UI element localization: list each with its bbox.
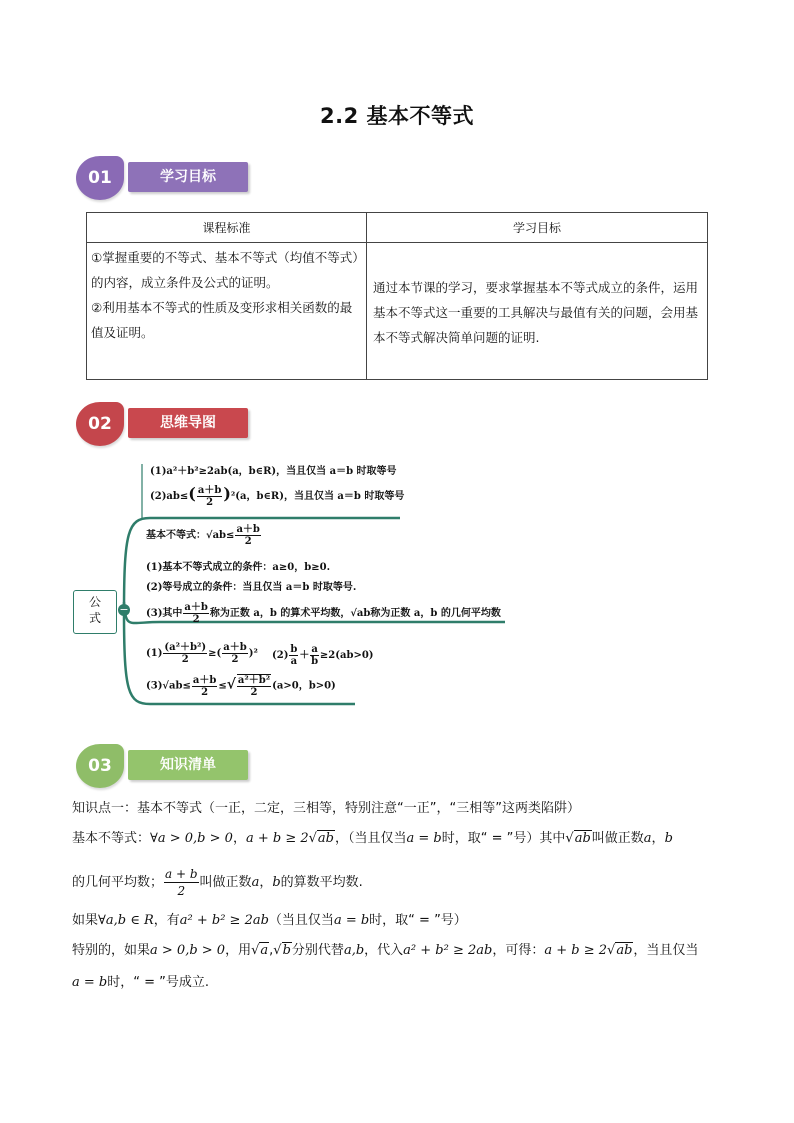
section-header-goals xyxy=(76,156,276,204)
section-label: 思维导图 xyxy=(128,408,248,438)
mind-map-root-node[interactable]: 公式 xyxy=(73,590,117,634)
section-label: 知识清单 xyxy=(128,750,248,780)
knowledge-point-title: 知识点一：基本不等式（一正，二定，三相等，特别注意“一正”，“三相等”这两类陷阱） xyxy=(72,801,580,816)
standard-item: ①掌握重要的不等式、基本不等式（均值不等式）的内容，成立条件及公式的证明。 xyxy=(91,250,359,290)
derived-3: (3)√ab≤ $\frac{a+b}{2}$ ≤√ $\frac{\text{a²＋b²}}{2}$ (a>0，b>0) xyxy=(146,674,336,698)
collapse-toggle-icon[interactable]: − xyxy=(119,603,129,616)
condition-3: (3)其中 $\frac{a+b}{2}$ 称为正数 a，b 的算术平均数，√ab称为正数 a，b 的几何平均数 xyxy=(146,602,501,625)
goals-table xyxy=(86,212,708,380)
formula-2: (2)ab≤( $\frac{a+b}{2}$ )²(a，b∈R)，当且仅当 a＝b 时取等号 xyxy=(150,484,405,508)
knowledge-line-means: 的几何平均数； $\frac{a + b}{2}$ 叫做正数a，b的算数平均数. xyxy=(72,867,363,898)
course-standard-cell xyxy=(87,243,367,380)
table-header-row xyxy=(87,213,708,243)
section-number: 02 xyxy=(76,402,124,446)
page-title: 2.2 基本不等式 xyxy=(319,104,474,128)
table-header: 学习目标 xyxy=(367,213,708,243)
derived-2: (2) $\frac{b}{a}$ ＋ $\frac{a}{b}$ ≥2(ab>0) xyxy=(272,644,374,667)
section-header-mindmap xyxy=(76,402,276,450)
mind-map xyxy=(0,452,794,712)
basic-inequality: 基本不等式：√ab≤ $\frac{a+b}{2}$ xyxy=(146,524,260,547)
learning-goal-cell: 通过本节课的学习，要求掌握基本不等式成立的条件，运用基本不等式这一重要的工具解决与最值有关的问题，会用基本不等式解决简单问题的证明. xyxy=(367,243,708,380)
knowledge-line-general: 如果∀a,b ∈ R，有a² + b² ≥ 2ab（当且仅当a = b时，取“ = ”号） xyxy=(72,913,467,928)
knowledge-line-special: 特别的，如果a > 0,b > 0，用√a,√b分别代替a,b，代入a² + b² ≥ 2ab，可得：a + b ≥ 2√ab，当且仅当 xyxy=(72,943,699,958)
standard-item: ②利用基本不等式的性质及变形求相关函数的最值及证明。 xyxy=(91,300,353,340)
section-header-knowledge xyxy=(76,744,276,792)
table-row xyxy=(87,243,708,380)
table-header: 课程标准 xyxy=(87,213,367,243)
knowledge-line-equality: a = b时，“ = ”号成立. xyxy=(72,975,209,990)
formula-1: (1)a²＋b²≥2ab(a，b∈R)，当且仅当 a＝b 时取等号 xyxy=(150,466,397,477)
knowledge-line-basic: 基本不等式：∀a > 0,b > 0，a + b ≥ 2√ab，（当且仅当a = b时，取“ = ”号）其中√ab叫做正数a，b xyxy=(72,831,673,846)
section-number: 01 xyxy=(76,156,124,200)
section-number: 03 xyxy=(76,744,124,788)
condition-1: (1)基本不等式成立的条件：a≥0，b≥0. xyxy=(146,562,331,573)
derived-1: (1) $\frac{\text{(a²＋b²)}}{2}$ ≥( $\frac{a+b}{2}$ )² xyxy=(146,642,258,665)
section-label: 学习目标 xyxy=(128,162,248,192)
condition-2: (2)等号成立的条件：当且仅当 a＝b 时取等号. xyxy=(146,582,357,593)
